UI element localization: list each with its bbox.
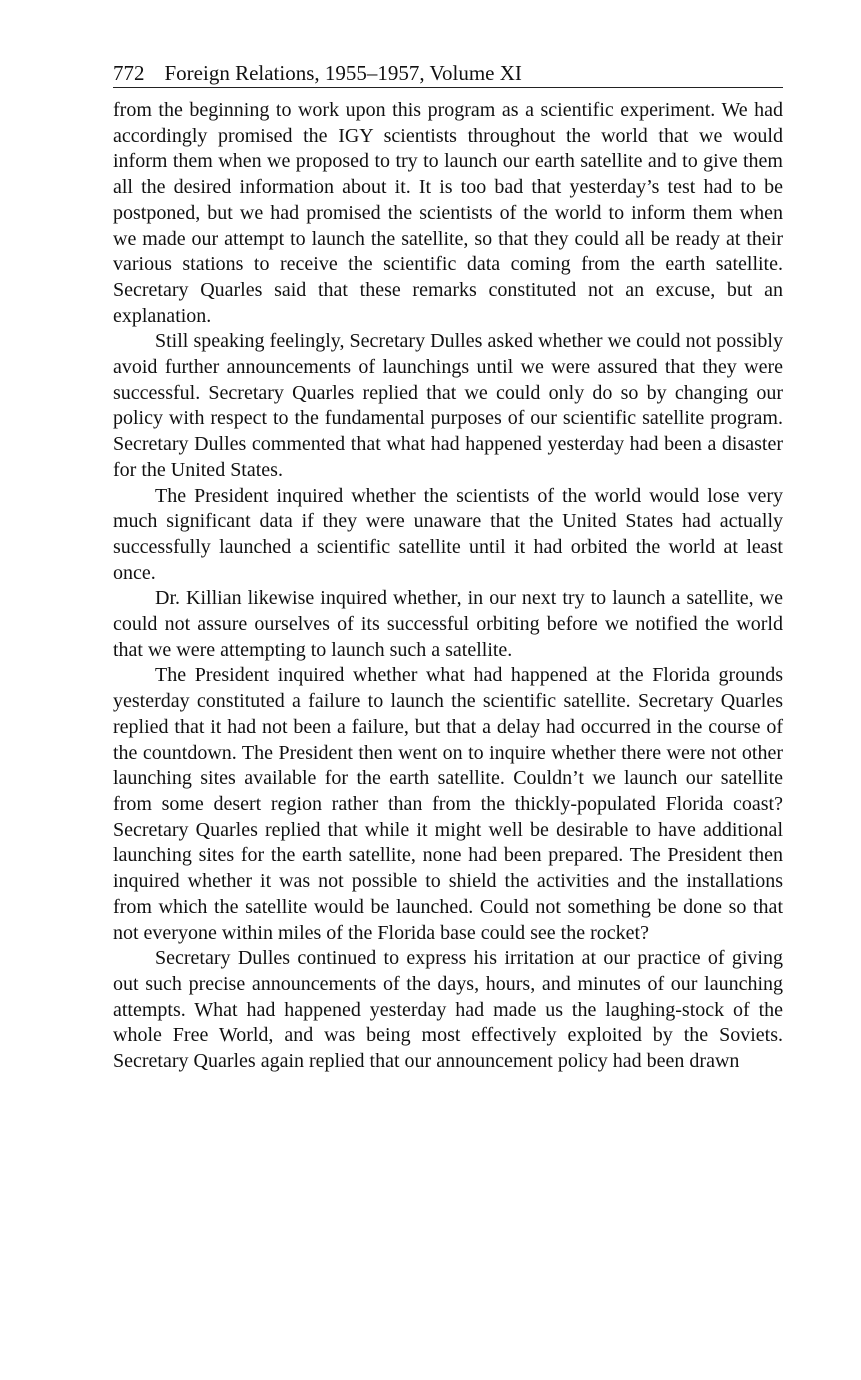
page-number: 772 <box>113 61 145 85</box>
paragraph: The President inquired whether the scientists of the world would lose very much significant data if they were unaware that the United States had actually successfully launched a scientific satellite until it had orbited the world at least once. <box>113 484 783 584</box>
volume-title: Foreign Relations, 1955–1957, Volume XI <box>164 61 522 85</box>
running-header <box>113 60 783 88</box>
body-text <box>113 98 783 1075</box>
paragraph: Still speaking feelingly, Secretary Dulles asked whether we could not possibly avoid further announcements of launchings until we were assured that they were successful. Secretary Quarles replied that we could only do so by changing our policy with respect to the fundamental purposes of our scientific satellite program. Secretary Dulles commented that what had happened yesterday had been a disaster for the United States. <box>113 330 783 481</box>
document-page <box>113 60 783 1075</box>
paragraph: The President inquired whether what had happened at the Florida grounds yesterday constituted a failure to launch the scientific satellite. Secretary Quarles replied that it had not been a failure, but that a delay had occurred in the course of the countdown. The President then went on to inquire whether there were not other launching sites available for the earth satellite. Couldn’t we launch our satellite from some desert region rather than from the thickly-populated Florida coast? Secretary Quarles replied that while it might well be desirable to have additional launching sites for the earth satellite, none had been prepared. The President then inquired whether it was not possible to shield the activities and the installations from which the satellite would be launched. Could not something be done so that not everyone within miles of the Florida base could see the rocket? <box>113 664 783 944</box>
paragraph: Secretary Dulles continued to express his irritation at our practice of giving out such precise announcements of the days, hours, and minutes of our launching attempts. What had happened yesterday had made us the laughing-stock of the whole Free World, and was being most effectively exploited by the Soviets. Secretary Quarles again replied that our announcement policy had been drawn <box>113 947 783 1073</box>
paragraph: from the beginning to work upon this program as a scientific experiment. We had accordingly promised the IGY scientists throughout the world that we would inform them when we proposed to try to launch our earth satellite and to give them all the desired information about it. It is too bad that yesterday’s test had to be postponed, but we had promised the scientists of the world to inform them when we made our attempt to launch the satellite, so that they could all be ready at their various stations to receive the scientific data coming from the earth satellite. Secretary Quarles said that these remarks constituted not an excuse, but an explanation. <box>113 99 783 327</box>
paragraph: Dr. Killian likewise inquired whether, in our next try to launch a satellite, we could not assure ourselves of its successful orbiting before we notified the world that we were attempting to launch such a satellite. <box>113 587 783 661</box>
